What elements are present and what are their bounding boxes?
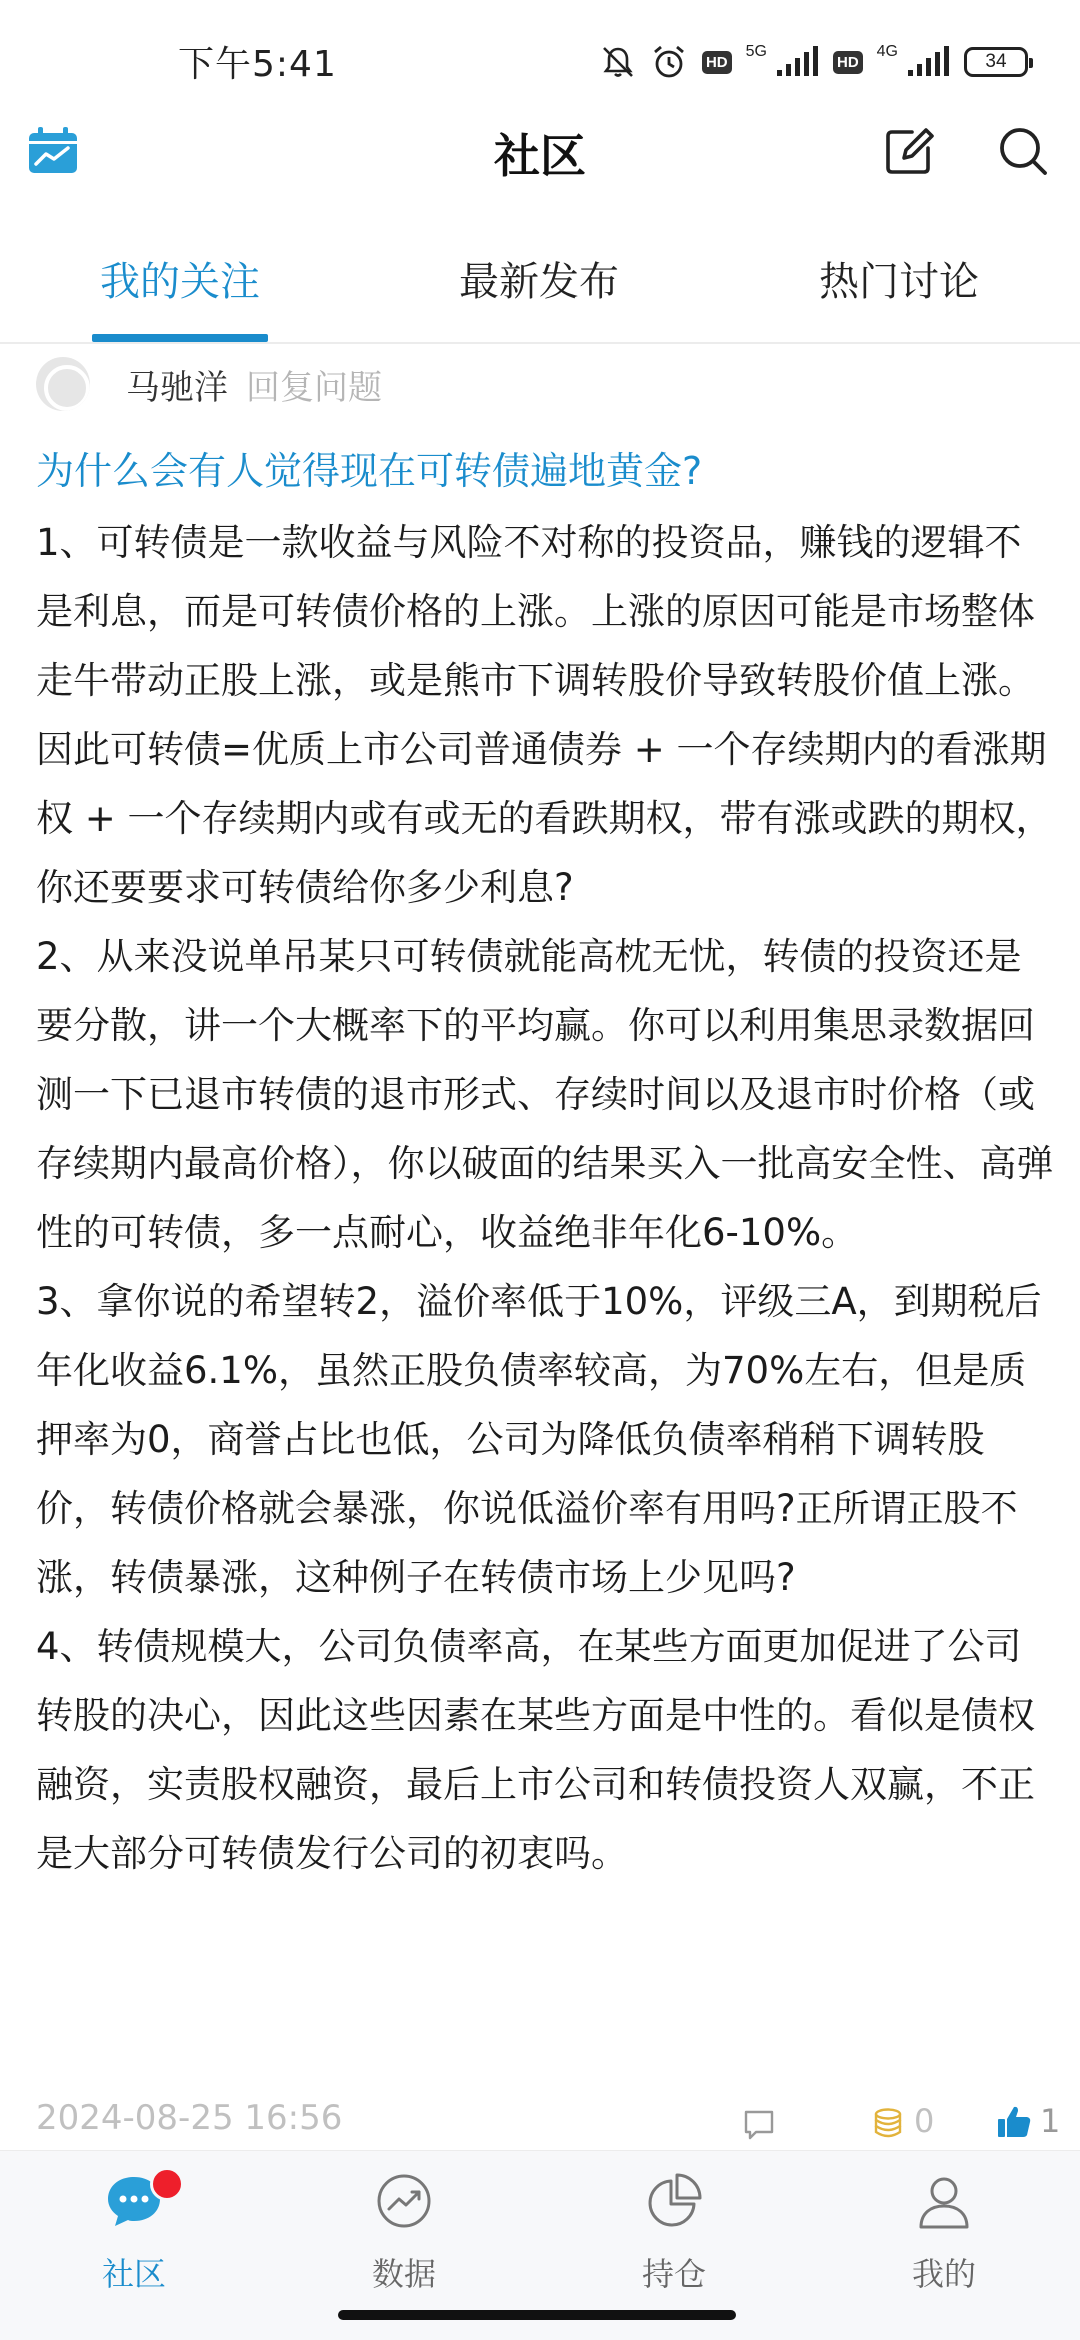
tab-my-follows[interactable]: 我的关注 (100, 259, 260, 305)
user-icon (914, 2171, 974, 2231)
network-label-1: 5G (745, 43, 767, 60)
nav-holdings-label: 持仓 (641, 2255, 706, 2293)
app-header (0, 110, 1080, 230)
post-paragraph-1: 1、可转债是一款收益与风险不对称的投资品，赚钱的逻辑不是利息，而是可转债价格的上涨。上涨的原因可能是市场整体走牛带动正股上涨，或是熊市下调转股价导致转股价值上涨。因此可转债=优质上市公司普通债券 + 一个存续期内的看涨期权 + 一个存续期内或有或无的看跌期权，带有涨或跌的期权，你还要要求可转债给你多少利息? (36, 521, 1053, 909)
post-paragraph-4: 4、转债规模大，公司负债率高，在某些方面更加促进了公司转股的决心，因此这些因素在某些方面是中性的。看似是债权融资，实责股权融资，最后上市公司和转债投资人双赢，不正是大部分可转债发行公司的初衷吗。 (36, 1625, 1035, 1875)
pie-chart-icon (644, 2171, 704, 2231)
status-time: 下午5:41 (178, 44, 337, 85)
home-indicator[interactable] (338, 2310, 736, 2320)
coin-icon[interactable] (870, 2106, 906, 2142)
avatar[interactable] (36, 357, 90, 411)
thumbs-up-icon[interactable] (996, 2104, 1032, 2140)
coin-count: 0 (914, 2102, 935, 2140)
search-icon[interactable] (996, 124, 1050, 178)
question-title[interactable]: 为什么会有人觉得现在可转债遍地黄金? (36, 449, 703, 493)
battery-level: 34 (985, 51, 1007, 72)
page-title: 社区 (494, 129, 586, 183)
post-card[interactable] (0, 346, 1080, 2146)
nav-profile-label: 我的 (911, 2255, 976, 2293)
post-paragraph-2: 2、从来没说单吊某只可转债就能高枕无忧，转债的投资还是要分散，讲一个大概率下的平均赢。你可以利用集思录数据回测一下已退市转债的退市形式、存续时间以及退市时价格（或存续期内最高价格），你以破面的结果买入一批高安全性、高弹性的可转债，多一点耐心，收益绝非年化6-10%。 (36, 935, 1054, 1254)
status-bar (0, 0, 1080, 110)
nav-community-label: 社区 (101, 2255, 166, 2293)
hd-badge-2: HD (833, 51, 863, 74)
alarm-icon (650, 43, 688, 81)
post-date: 2024-08-25 16:56 (36, 2098, 343, 2138)
nav-community[interactable] (34, 2171, 234, 2295)
notification-badge (150, 2167, 184, 2201)
status-icons (600, 38, 1028, 86)
nav-holdings[interactable] (574, 2171, 774, 2295)
comment-icon[interactable] (742, 2108, 776, 2142)
tab-hot-discussions[interactable]: 热门讨论 (819, 259, 979, 305)
post-action-label: 回复问题 (246, 367, 382, 408)
post-body[interactable] (36, 508, 1056, 1888)
tab-bar (0, 230, 1080, 344)
tab-latest[interactable]: 最新发布 (459, 259, 619, 305)
hd-badge-1: HD (702, 51, 732, 74)
signal-icon-2 (906, 46, 950, 78)
tab-active-indicator (92, 334, 268, 342)
nav-data-label: 数据 (371, 2255, 436, 2293)
edit-icon[interactable] (882, 124, 936, 178)
post-meta-row (0, 2098, 1080, 2146)
battery-icon (964, 47, 1028, 77)
nav-data[interactable] (304, 2171, 504, 2295)
mute-icon (600, 44, 636, 80)
author-name[interactable]: 马驰洋 (126, 367, 228, 408)
post-paragraph-3: 3、拿你说的希望转2，溢价率低于10%，评级三A，到期税后年化收益6.1%，虽然正股负债率较高，为70%左右，但是质押率为0，商誉占比也低，公司为降低负债率稍稍下调转股价，转债价格就会暴涨，你说低溢价率有用吗?正所谓正股不涨，转债暴涨，这种例子在转债市场上少见吗? (36, 1280, 1042, 1599)
nav-profile[interactable] (844, 2171, 1044, 2295)
like-count: 1 (1040, 2102, 1061, 2140)
author-row (36, 354, 382, 414)
trend-chart-icon (374, 2171, 434, 2231)
signal-icon (775, 46, 819, 78)
network-label-2: 4G (876, 43, 898, 60)
